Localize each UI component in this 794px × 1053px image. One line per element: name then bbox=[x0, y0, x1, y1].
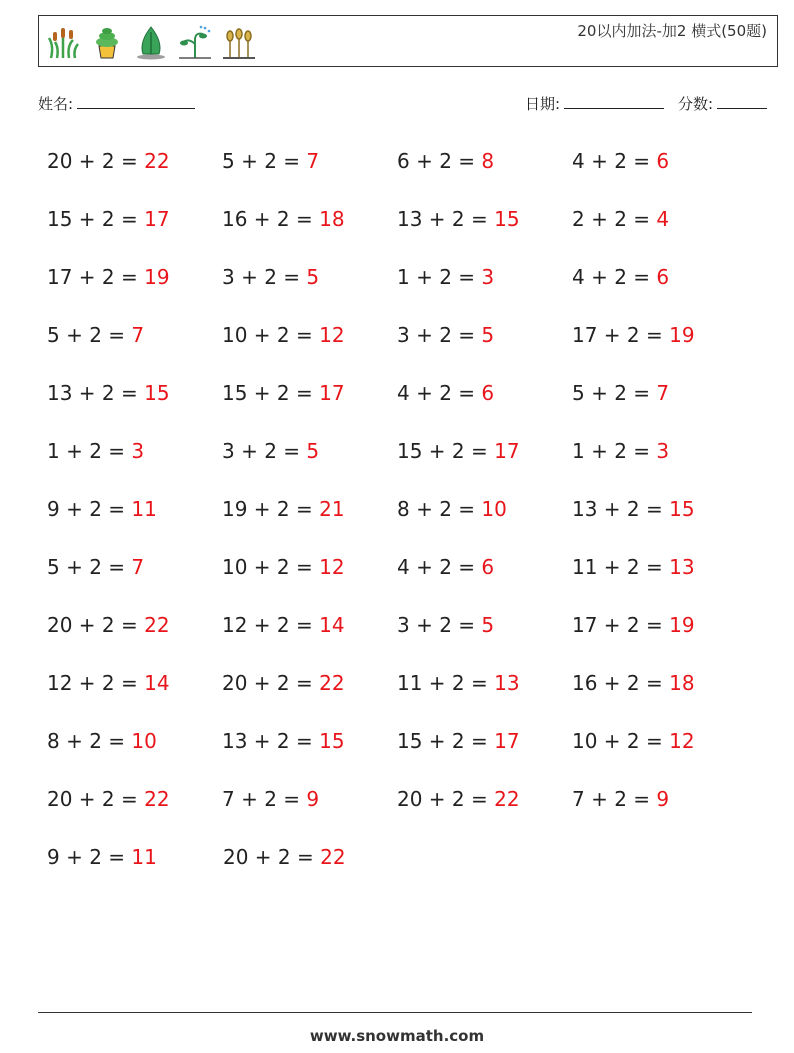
problem-grid bbox=[47, 147, 747, 901]
problem-question: 13 + 2 = bbox=[397, 207, 495, 231]
problem-item bbox=[222, 553, 397, 611]
problem-answer: 18 bbox=[319, 207, 345, 231]
problem-item bbox=[222, 727, 397, 785]
problem-item bbox=[572, 321, 747, 379]
problem-item bbox=[222, 785, 397, 843]
wheat-icon bbox=[221, 24, 257, 60]
problem-item bbox=[572, 553, 747, 611]
problem-question: 13 + 2 = bbox=[222, 729, 320, 753]
problem-answer: 15 bbox=[144, 381, 170, 405]
problem-answer: 19 bbox=[669, 323, 695, 347]
problem-item bbox=[222, 611, 397, 669]
problem-answer: 9 bbox=[306, 787, 320, 811]
problem-item bbox=[47, 843, 223, 901]
problem-answer: 13 bbox=[494, 671, 520, 695]
problem-item bbox=[397, 147, 572, 205]
problem-answer: 5 bbox=[481, 613, 495, 637]
problem-row bbox=[47, 785, 747, 843]
problem-item bbox=[222, 669, 397, 727]
problem-question: 12 + 2 = bbox=[47, 671, 145, 695]
problem-question: 19 + 2 = bbox=[222, 497, 320, 521]
problem-question: 10 + 2 = bbox=[572, 729, 670, 753]
problem-item bbox=[47, 611, 222, 669]
footer-divider bbox=[38, 1012, 752, 1013]
problem-item bbox=[572, 147, 747, 205]
problem-item bbox=[47, 205, 222, 263]
problem-item bbox=[47, 321, 222, 379]
problem-question: 4 + 2 = bbox=[397, 381, 482, 405]
problem-row bbox=[47, 669, 747, 727]
problem-answer: 6 bbox=[656, 149, 670, 173]
problem-item bbox=[222, 321, 397, 379]
problem-item bbox=[47, 263, 222, 321]
problem-item bbox=[222, 147, 397, 205]
problem-item bbox=[397, 727, 572, 785]
problem-question: 3 + 2 = bbox=[397, 613, 482, 637]
problem-answer: 17 bbox=[319, 381, 345, 405]
problem-question: 20 + 2 = bbox=[47, 613, 145, 637]
problem-item bbox=[572, 379, 747, 437]
problem-answer: 7 bbox=[131, 555, 145, 579]
problem-question: 9 + 2 = bbox=[47, 845, 132, 869]
problem-row bbox=[47, 263, 747, 321]
problem-answer: 10 bbox=[481, 497, 507, 521]
problem-item bbox=[222, 437, 397, 495]
problem-item bbox=[397, 495, 572, 553]
problem-item bbox=[397, 553, 572, 611]
problem-item bbox=[397, 785, 572, 843]
problem-answer: 22 bbox=[144, 787, 170, 811]
problem-answer: 4 bbox=[656, 207, 670, 231]
problem-item bbox=[397, 205, 572, 263]
problem-question: 7 + 2 = bbox=[572, 787, 657, 811]
name-label: 姓名: bbox=[38, 95, 74, 113]
problem-question: 5 + 2 = bbox=[222, 149, 307, 173]
potted-plant-icon bbox=[89, 24, 125, 60]
problem-item bbox=[47, 669, 222, 727]
problem-answer: 5 bbox=[481, 323, 495, 347]
problem-question: 16 + 2 = bbox=[572, 671, 670, 695]
problem-answer: 19 bbox=[669, 613, 695, 637]
problem-question: 11 + 2 = bbox=[397, 671, 495, 695]
problem-question: 13 + 2 = bbox=[47, 381, 145, 405]
problem-question: 1 + 2 = bbox=[47, 439, 132, 463]
problem-question: 13 + 2 = bbox=[572, 497, 670, 521]
worksheet-header bbox=[38, 15, 778, 67]
problem-answer: 6 bbox=[656, 265, 670, 289]
problem-item bbox=[572, 205, 747, 263]
score-blank[interactable] bbox=[717, 94, 767, 109]
problem-question: 15 + 2 = bbox=[397, 439, 495, 463]
problem-answer: 11 bbox=[131, 845, 157, 869]
problem-question: 12 + 2 = bbox=[222, 613, 320, 637]
problem-item bbox=[397, 437, 572, 495]
problem-row bbox=[47, 611, 747, 669]
problem-answer: 6 bbox=[481, 555, 495, 579]
problem-question: 15 + 2 = bbox=[222, 381, 320, 405]
problem-answer: 11 bbox=[131, 497, 157, 521]
problem-item bbox=[47, 785, 222, 843]
problem-question: 4 + 2 = bbox=[572, 265, 657, 289]
problem-answer: 17 bbox=[494, 729, 520, 753]
problem-question: 9 + 2 = bbox=[47, 497, 132, 521]
problem-item bbox=[572, 437, 747, 495]
problem-item bbox=[572, 495, 747, 553]
problem-answer: 7 bbox=[306, 149, 320, 173]
problem-question: 8 + 2 = bbox=[397, 497, 482, 521]
header-icons bbox=[45, 24, 257, 60]
problem-question: 10 + 2 = bbox=[222, 555, 320, 579]
problem-answer: 6 bbox=[481, 381, 495, 405]
problem-answer: 14 bbox=[144, 671, 170, 695]
problem-answer: 5 bbox=[306, 439, 320, 463]
problem-question: 2 + 2 = bbox=[572, 207, 657, 231]
problem-item bbox=[397, 379, 572, 437]
problem-answer: 3 bbox=[481, 265, 495, 289]
watering-plant-icon bbox=[177, 24, 213, 60]
problem-item bbox=[572, 669, 747, 727]
problem-question: 10 + 2 = bbox=[222, 323, 320, 347]
problem-item bbox=[222, 263, 397, 321]
problem-row bbox=[47, 727, 747, 785]
name-blank[interactable] bbox=[77, 94, 195, 109]
problem-question: 1 + 2 = bbox=[572, 439, 657, 463]
problem-row bbox=[47, 147, 747, 205]
problem-question: 1 + 2 = bbox=[397, 265, 482, 289]
problem-row bbox=[47, 379, 747, 437]
problem-row bbox=[47, 843, 747, 901]
problem-answer: 15 bbox=[494, 207, 520, 231]
problem-question: 8 + 2 = bbox=[47, 729, 132, 753]
problem-question: 3 + 2 = bbox=[222, 439, 307, 463]
problem-question: 3 + 2 = bbox=[397, 323, 482, 347]
name-field bbox=[38, 93, 195, 114]
problem-item bbox=[47, 727, 222, 785]
problem-answer: 9 bbox=[656, 787, 670, 811]
problem-item bbox=[397, 321, 572, 379]
problem-answer: 15 bbox=[319, 729, 345, 753]
footer-url: www.snowmath.com bbox=[309, 1027, 485, 1045]
problem-item bbox=[222, 495, 397, 553]
problem-answer: 18 bbox=[669, 671, 695, 695]
problem-row bbox=[47, 553, 747, 611]
problem-item bbox=[397, 669, 572, 727]
score-field bbox=[678, 93, 767, 114]
problem-question: 20 + 2 = bbox=[47, 149, 145, 173]
problem-question: 7 + 2 = bbox=[222, 787, 307, 811]
problem-item bbox=[47, 437, 222, 495]
leaf-tree-icon bbox=[133, 24, 169, 60]
date-blank[interactable] bbox=[564, 94, 664, 109]
problem-row bbox=[47, 437, 747, 495]
problem-answer: 7 bbox=[131, 323, 145, 347]
problem-answer: 3 bbox=[656, 439, 670, 463]
problem-answer: 17 bbox=[494, 439, 520, 463]
problem-row bbox=[47, 205, 747, 263]
problem-answer: 12 bbox=[319, 555, 345, 579]
problem-answer: 8 bbox=[481, 149, 495, 173]
problem-question: 17 + 2 = bbox=[572, 323, 670, 347]
problem-item bbox=[222, 379, 397, 437]
cattail-plant-icon bbox=[45, 24, 81, 60]
problem-question: 3 + 2 = bbox=[222, 265, 307, 289]
problem-question: 20 + 2 = bbox=[222, 671, 320, 695]
problem-row bbox=[47, 321, 747, 379]
score-label: 分数: bbox=[678, 95, 714, 113]
problem-answer: 17 bbox=[144, 207, 170, 231]
problem-answer: 22 bbox=[320, 845, 346, 869]
problem-answer: 10 bbox=[131, 729, 157, 753]
date-field bbox=[525, 93, 664, 114]
problem-item bbox=[397, 263, 572, 321]
problem-item bbox=[47, 379, 222, 437]
problem-answer: 21 bbox=[319, 497, 345, 521]
problem-question: 4 + 2 = bbox=[397, 555, 482, 579]
problem-item bbox=[223, 843, 399, 901]
problem-answer: 22 bbox=[144, 613, 170, 637]
problem-answer: 22 bbox=[494, 787, 520, 811]
problem-item bbox=[572, 611, 747, 669]
problem-row bbox=[47, 495, 747, 553]
problem-answer: 12 bbox=[319, 323, 345, 347]
worksheet-title: 20以内加法-加2 横式(50题) bbox=[577, 22, 767, 40]
problem-question: 20 + 2 = bbox=[397, 787, 495, 811]
problem-answer: 22 bbox=[319, 671, 345, 695]
problem-item bbox=[47, 147, 222, 205]
problem-answer: 15 bbox=[669, 497, 695, 521]
problem-item bbox=[572, 727, 747, 785]
problem-answer: 22 bbox=[144, 149, 170, 173]
problem-question: 20 + 2 = bbox=[47, 787, 145, 811]
problem-answer: 19 bbox=[144, 265, 170, 289]
problem-answer: 7 bbox=[656, 381, 670, 405]
problem-item bbox=[572, 263, 747, 321]
problem-question: 20 + 2 = bbox=[223, 845, 321, 869]
problem-question: 11 + 2 = bbox=[572, 555, 670, 579]
problem-question: 15 + 2 = bbox=[47, 207, 145, 231]
problem-question: 5 + 2 = bbox=[572, 381, 657, 405]
problem-question: 17 + 2 = bbox=[572, 613, 670, 637]
problem-question: 5 + 2 = bbox=[47, 555, 132, 579]
problem-answer: 12 bbox=[669, 729, 695, 753]
problem-item bbox=[397, 611, 572, 669]
problem-answer: 14 bbox=[319, 613, 345, 637]
problem-question: 5 + 2 = bbox=[47, 323, 132, 347]
problem-question: 15 + 2 = bbox=[397, 729, 495, 753]
problem-item bbox=[222, 205, 397, 263]
problem-question: 4 + 2 = bbox=[572, 149, 657, 173]
problem-answer: 13 bbox=[669, 555, 695, 579]
problem-item bbox=[47, 553, 222, 611]
date-label: 日期: bbox=[525, 95, 561, 113]
problem-question: 6 + 2 = bbox=[397, 149, 482, 173]
problem-item bbox=[572, 785, 747, 843]
problem-answer: 5 bbox=[306, 265, 320, 289]
problem-question: 16 + 2 = bbox=[222, 207, 320, 231]
problem-item bbox=[47, 495, 222, 553]
problem-answer: 3 bbox=[131, 439, 145, 463]
problem-question: 17 + 2 = bbox=[47, 265, 145, 289]
